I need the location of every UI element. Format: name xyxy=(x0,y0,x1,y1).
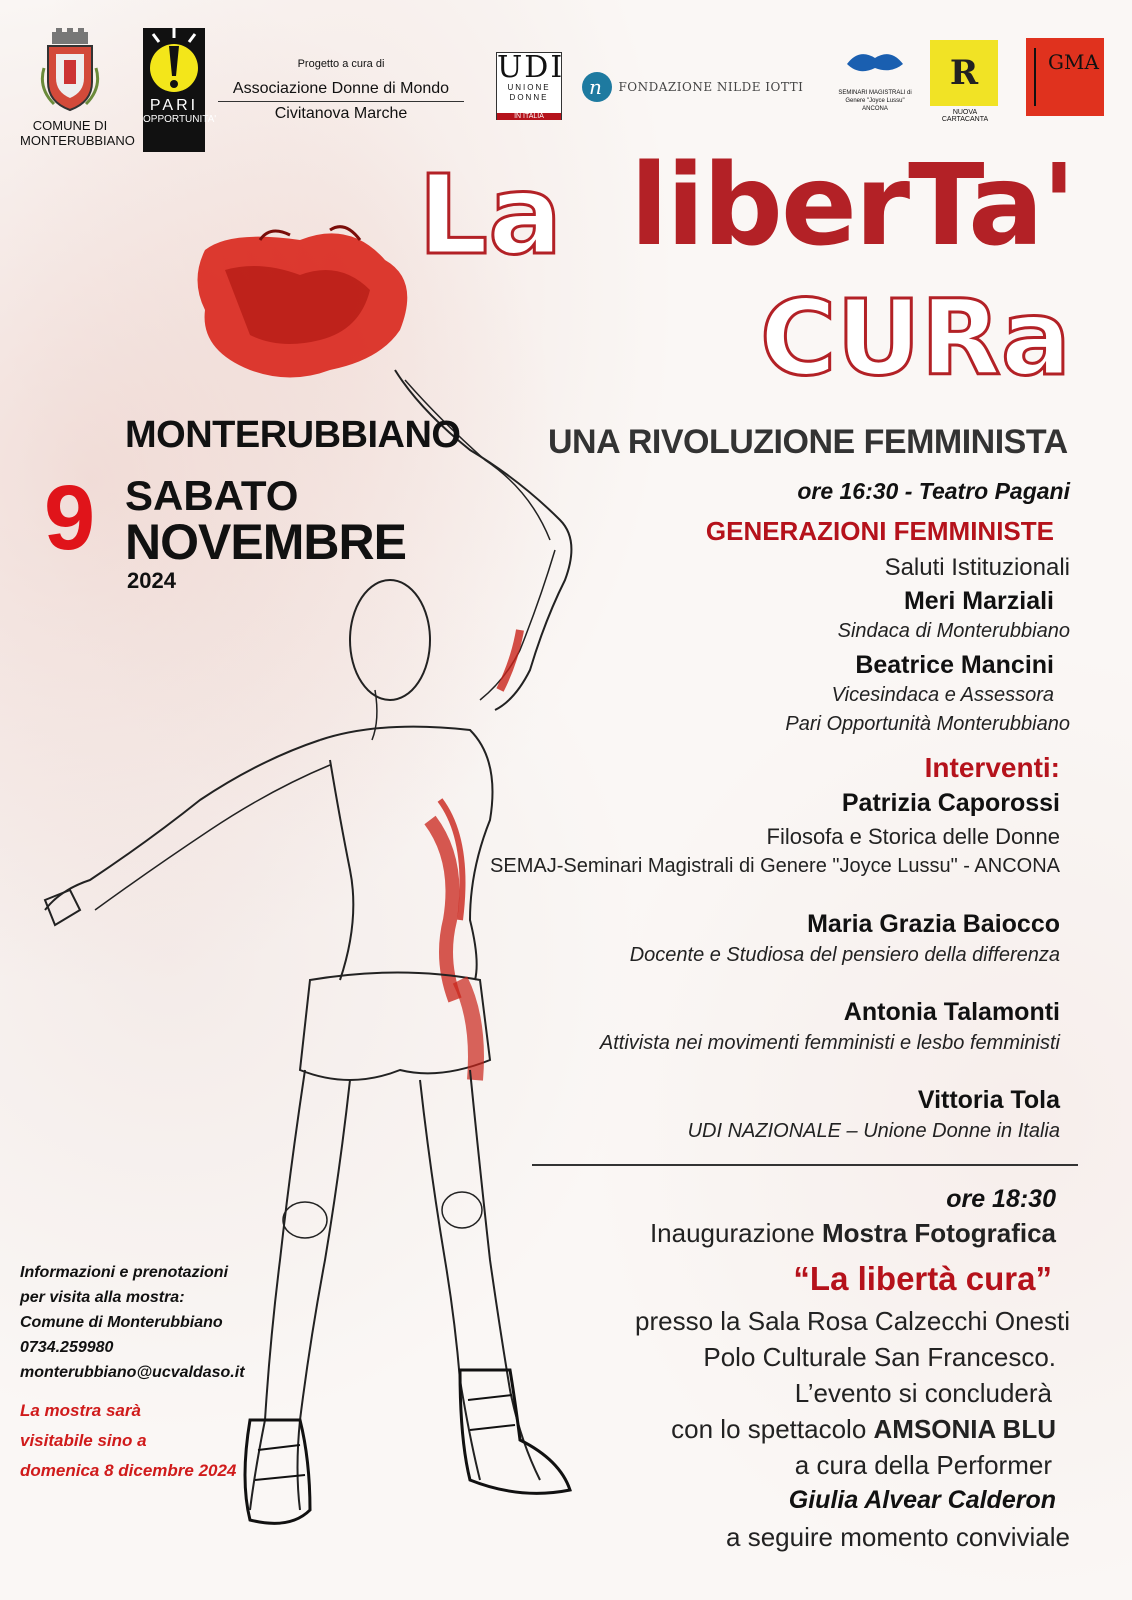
svg-text:n: n xyxy=(589,75,602,99)
program-line5: a cura della Performer xyxy=(794,1450,1052,1480)
speaker5-name: Antonia Talamonti xyxy=(843,998,1060,1026)
event-place: MONTERUBBIANO xyxy=(125,414,461,456)
speaker2-role1: Vicesindaca e Assessora xyxy=(831,684,1054,706)
speaker1-role: Sindaca di Monterubbiano xyxy=(837,620,1070,642)
title-la: La xyxy=(418,151,563,279)
title-cura: CURa xyxy=(760,277,1072,399)
fn-circle-icon xyxy=(580,70,614,104)
program-line3: L’evento si concluderà xyxy=(794,1378,1052,1408)
info-phone: 0734.259980 xyxy=(20,1339,114,1356)
program-line6: Giulia Alvear Calderon xyxy=(788,1486,1056,1514)
udi-sub-label: UNIONE DONNE xyxy=(507,83,551,102)
speaker5-role: Attivista nei movimenti femministi e lesbo femministi xyxy=(599,1032,1060,1054)
civitanova-label: Civitanova Marche xyxy=(274,105,408,122)
progetto-label: Progetto a cura di xyxy=(297,58,385,70)
inaug-bold: Mostra Fotografica xyxy=(821,1218,1056,1248)
info-block xyxy=(20,1260,245,1385)
program-line4 xyxy=(671,1414,1056,1445)
mostra-dates-block xyxy=(20,1396,236,1486)
event-year: 2024 xyxy=(127,568,176,593)
cartacanta-label: NUOVA CARTACANTA xyxy=(941,109,989,123)
title-liberta: liberTa' xyxy=(630,141,1074,271)
speaker3-role2: SEMAJ-Seminari Magistrali di Genere "Joyce Lussu" - ANCONA xyxy=(490,855,1060,877)
subtitle: UNA RIVOLUZIONE FEMMINISTA xyxy=(548,423,1068,461)
mostra-line2: visitabile sino a xyxy=(20,1431,147,1450)
exclamation-icon xyxy=(143,28,205,98)
comune-logo xyxy=(20,28,135,148)
line4-text: con lo spettacolo xyxy=(671,1414,874,1444)
info-email: monterubbiano@ucvaldaso.it xyxy=(20,1364,245,1381)
udi-italia-label: IN ITALIA xyxy=(497,113,561,120)
info-line2: per visita alla mostra: xyxy=(20,1289,185,1306)
udi-logo xyxy=(496,50,565,120)
info-line3: Comune di Monterubbiano xyxy=(20,1314,223,1331)
program-line7: a seguire momento conviviale xyxy=(726,1522,1070,1552)
mostra-line3: domenica 8 dicembre 2024 xyxy=(20,1461,237,1480)
speaker3-name: Patrizia Caporossi xyxy=(841,789,1060,817)
speaker2-name: Beatrice Mancini xyxy=(855,651,1054,679)
coat-of-arms-icon xyxy=(40,28,100,114)
nilde-iotti-logo xyxy=(580,70,820,104)
speaker4-role: Docente e Studiosa del pensiero della differenza xyxy=(629,944,1060,966)
comune-label: COMUNE DI MONTERUBBIANO xyxy=(20,118,135,148)
inaug-text: Inaugurazione xyxy=(649,1218,822,1248)
associazione-label: Associazione Donne di Mondo xyxy=(218,80,464,102)
time-2: ore 18:30 xyxy=(946,1185,1056,1213)
time-1: ore 16:30 - Teatro Pagani xyxy=(797,478,1070,504)
saluti-label: Saluti Istituzionali xyxy=(884,554,1070,581)
event-day-name: SABATO xyxy=(125,472,299,519)
handshake-icon xyxy=(843,44,907,84)
gma-label: GMA xyxy=(1048,50,1099,74)
udi-label: UDI xyxy=(497,50,565,85)
seminari-label: SEMINARI MAGISTRALI di Genere "Joyce Lussu" ANCONA xyxy=(838,90,912,112)
speaker4-name: Maria Grazia Baiocco xyxy=(807,910,1060,938)
program-line2: Polo Culturale San Francesco. xyxy=(703,1342,1056,1372)
r-logo-icon: R xyxy=(949,53,979,93)
section-generazioni: GENERAZIONI FEMMINISTE xyxy=(705,516,1054,546)
divider-line xyxy=(532,1164,1078,1166)
mostra-title: “La libertà cura” xyxy=(793,1260,1052,1297)
nuova-cartacanta-logo xyxy=(930,40,1000,123)
speaker3-role1: Filosofa e Storica delle Donne xyxy=(766,824,1060,849)
program-line1: presso la Sala Rosa Calzecchi Onesti xyxy=(635,1306,1070,1336)
gma-logo xyxy=(1026,38,1104,116)
seminari-logo xyxy=(838,44,912,113)
mostra-line1: La mostra sarà xyxy=(20,1401,141,1420)
pari-bottom-label: OPPORTUNITA' xyxy=(143,114,217,125)
speaker6-name: Vittoria Tola xyxy=(917,1086,1060,1114)
pari-top-label: PARI xyxy=(149,97,199,114)
associazione-block xyxy=(218,58,464,123)
info-line1: Informazioni e prenotazioni xyxy=(20,1264,229,1281)
speaker6-role: UDI NAZIONALE – Unione Donne in Italia xyxy=(687,1120,1060,1142)
interventi-heading: Interventi: xyxy=(924,752,1060,783)
event-day-number: 9 xyxy=(44,467,96,569)
event-month: NOVEMBRE xyxy=(125,514,406,570)
speaker2-role2: Pari Opportunità Monterubbiano xyxy=(785,713,1070,735)
line4-bold: AMSONIA BLU xyxy=(873,1414,1056,1444)
speaker1-name: Meri Marziali xyxy=(903,587,1054,615)
nilde-label: FONDAZIONE NILDE IOTTI xyxy=(618,80,804,94)
inaugurazione-line xyxy=(650,1218,1056,1249)
pari-opportunita-logo xyxy=(143,28,217,152)
